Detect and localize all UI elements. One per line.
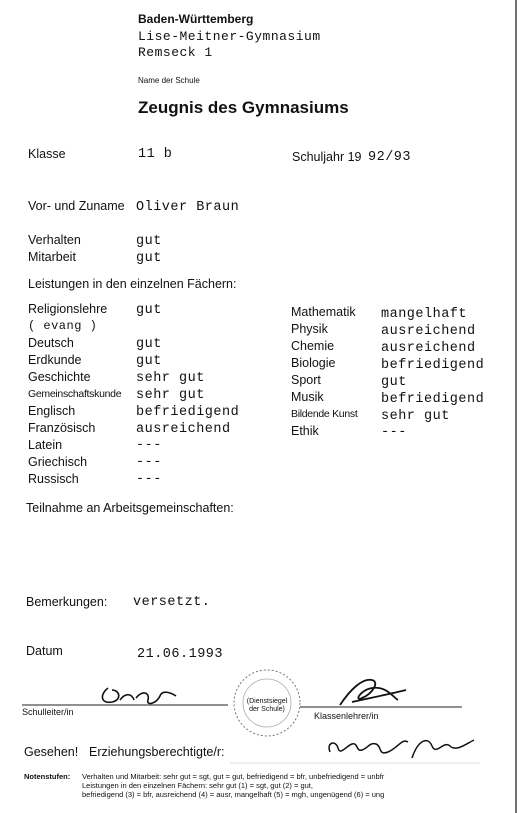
subject-grade: befriedigend (381, 392, 485, 407)
subject-grade: sehr gut (136, 388, 205, 403)
subject-label: Erdkunde (28, 353, 82, 367)
subject-grade: --- (136, 455, 162, 470)
subject-grade: --- (381, 425, 407, 440)
klasse-label: Klasse (28, 147, 66, 161)
subject-label: Deutsch (28, 336, 74, 350)
subject-grade: ausreichend (136, 422, 231, 437)
principal-signature (102, 688, 176, 703)
subject-label: Chemie (291, 339, 335, 353)
subject-label: Ethik (291, 424, 319, 438)
footer-line: Leistungen in den einzelnen Fächern: sehr gut (1) = sgt, gut (2) = gut, (82, 781, 313, 790)
footer-line: Verhalten und Mitarbeit: sehr gut = sgt, gut = gut, befriedigend = bfr, unbefriedigend = unbfr (82, 772, 385, 781)
subject-label: Biologie (291, 356, 336, 370)
subject-grade: mangelhaft (381, 307, 468, 322)
state-name: Baden-Württemberg (138, 12, 254, 26)
subject-label: Russisch (28, 472, 79, 486)
subject-label: Französisch (28, 421, 96, 435)
footer-line: befriedigend (3) = bfr, ausreichend (4) = ausr, mangelhaft (5) = mgh, ungenügend (6) = ung (82, 790, 385, 799)
principal-label: Schulleiter/in (22, 707, 74, 717)
subject-grade: sehr gut (136, 371, 205, 386)
subject-grade: befriedigend (381, 358, 485, 373)
verhalten-label: Verhalten (28, 233, 81, 247)
school-location: Remseck 1 (138, 45, 213, 60)
subject-label: Mathematik (291, 305, 356, 319)
verhalten-value: gut (136, 234, 162, 249)
ag-label: Teilnahme an Arbeitsgemeinschaften: (26, 501, 234, 515)
religion-note: ( evang ) (28, 319, 98, 333)
guardian-label: Erziehungsberechtigte/r: (89, 745, 225, 759)
footer-heading: Notenstufen: (24, 772, 71, 781)
date-label: Datum (26, 644, 63, 658)
subject-label: Latein (28, 438, 63, 452)
guardian-signature (329, 740, 474, 758)
subject-grade: gut (381, 375, 407, 390)
subject-grade: gut (136, 354, 162, 369)
subject-grade: --- (136, 438, 162, 453)
subject-grade: sehr gut (381, 409, 450, 424)
subject-label: Griechisch (28, 455, 88, 469)
mitarbeit-label: Mitarbeit (28, 250, 76, 264)
subject-grade: gut (136, 303, 162, 318)
subject-label: Gemeinschaftskunde (28, 388, 122, 400)
subject-grade: ausreichend (381, 324, 476, 339)
subject-label: Englisch (28, 404, 76, 418)
subject-label: Geschichte (28, 370, 91, 384)
remarks-value: versetzt. (133, 595, 211, 610)
date-value: 21.06.1993 (137, 647, 224, 662)
schuljahr-label: Schuljahr 19 (292, 150, 362, 164)
schuljahr-value: 92/93 (368, 150, 412, 165)
name-label: Vor- und Zuname (28, 199, 125, 213)
name-value: Oliver Braun (136, 200, 240, 215)
teacher-label: Klassenlehrer/in (314, 711, 379, 721)
subject-label: Musik (291, 390, 324, 404)
subject-label: Physik (291, 322, 328, 336)
klasse-value: 11 b (138, 147, 173, 162)
subject-grade: ausreichend (381, 341, 476, 356)
mitarbeit-value: gut (136, 251, 162, 266)
page-title: Zeugnis des Gymnasiums (138, 98, 349, 117)
seal-text: (Dienstsiegel der Schule) (246, 698, 288, 713)
school-name: Lise-Meitner-Gymnasium (138, 29, 321, 44)
teacher-signature (340, 680, 406, 705)
grades-heading: Leistungen in den einzelnen Fächern: (28, 277, 237, 291)
subject-grade: gut (136, 337, 162, 352)
subject-grade: befriedigend (136, 405, 240, 420)
subject-label: Religionslehre (28, 302, 108, 316)
subject-grade: --- (136, 472, 162, 487)
subject-label: Bildende Kunst (291, 408, 358, 420)
school-caption: Name der Schule (138, 76, 200, 85)
subject-label: Sport (291, 373, 321, 387)
remarks-label: Bemerkungen: (26, 595, 108, 609)
seen-label: Gesehen! (24, 745, 79, 759)
